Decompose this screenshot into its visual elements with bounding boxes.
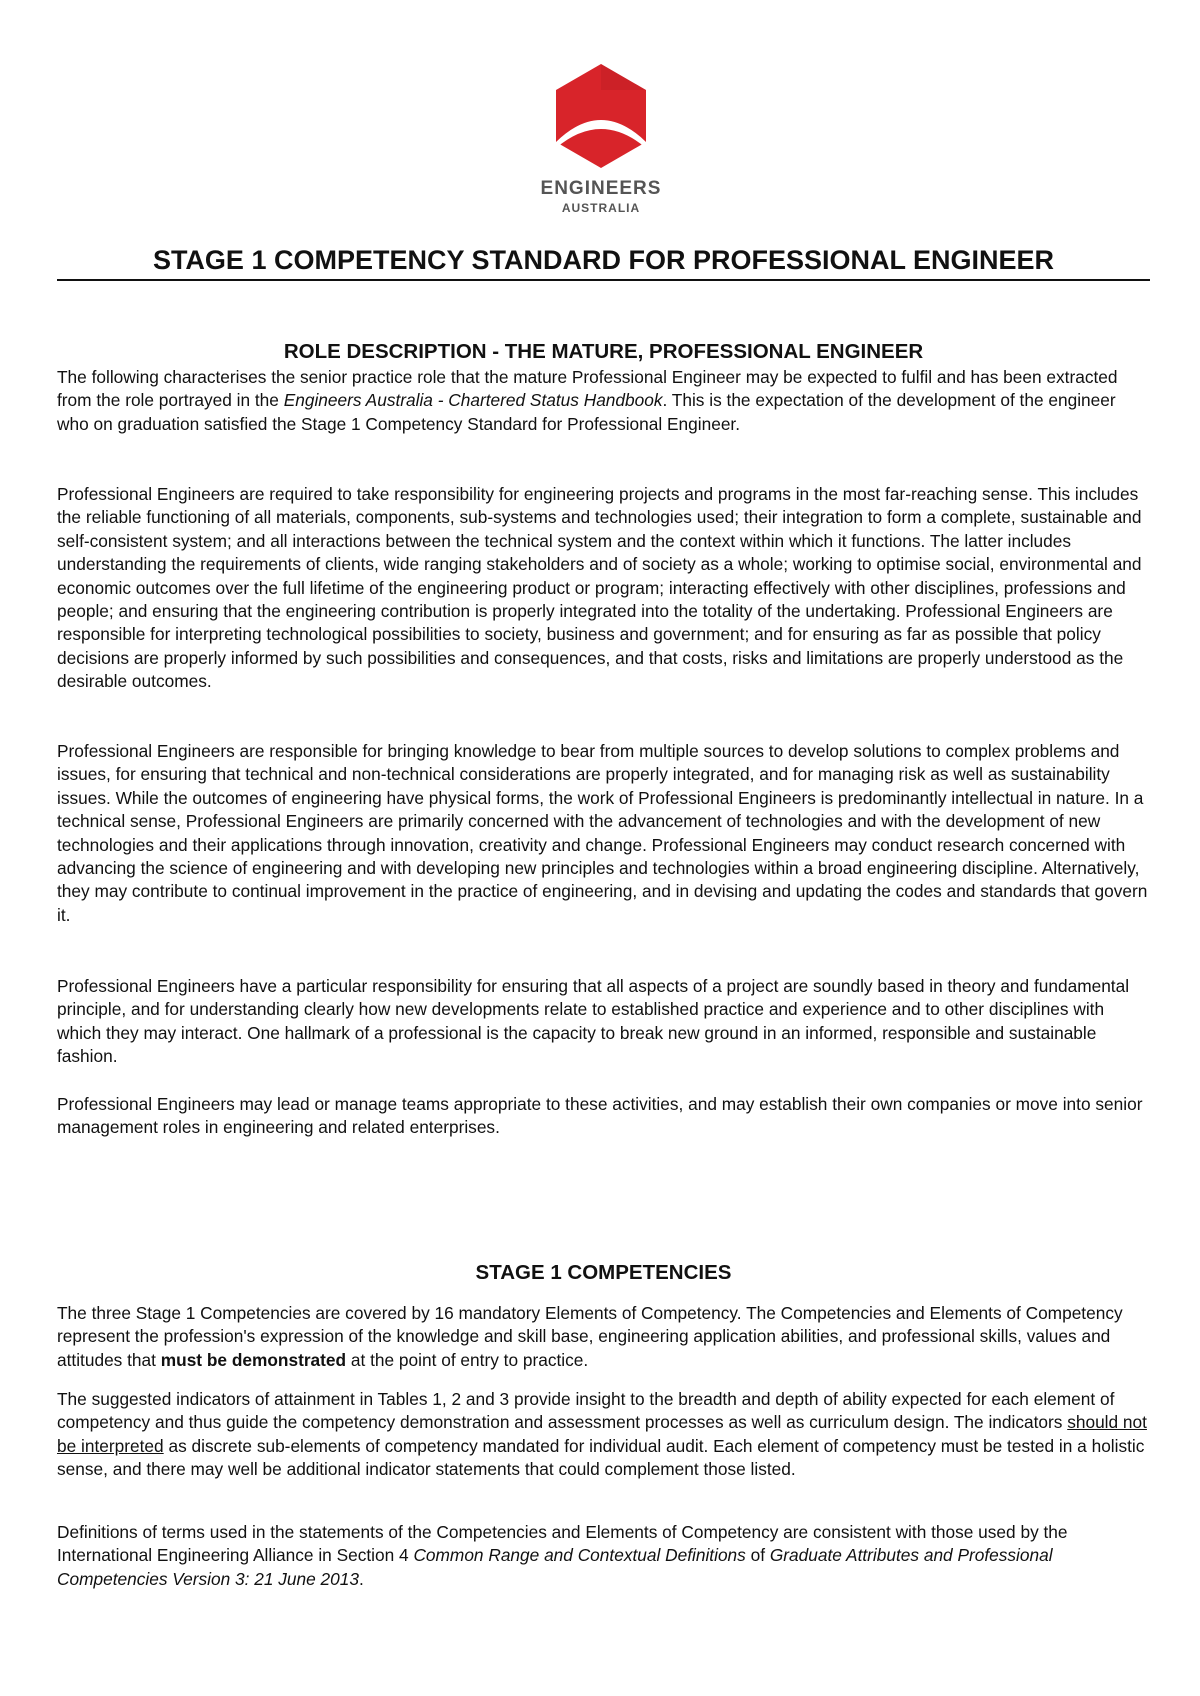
document-title: STAGE 1 COMPETENCY STANDARD FOR PROFESSIONAL ENGINEER (152, 245, 1055, 275)
should-not-be-interpreted-underlined: should not be interpreted (57, 1412, 1147, 1456)
competencies-paragraph-1 (57, 1302, 1150, 1372)
stage1-competencies-heading: STAGE 1 COMPETENCIES (475, 1261, 732, 1284)
role-p1-text-a: The following characterises the senior practice role that the mature Professional Engineer may be expected to fulfil and has been extracted from the role portrayed in the (57, 367, 1118, 411)
comp-p1-text-c: at the point of entry to practice. (346, 1349, 589, 1370)
range-definitions-italic: Common Range and Contextual Definitions (413, 1545, 746, 1566)
role-paragraph-4: Professional Engineers have a particular responsibility for ensuring that all aspects of a project are soundly based in theory and fundamental principle, and for understanding clearly how new developments relate to established practice and experience and to other disciplines with which they may interact. One hallmark of a professional is the capacity to break new ground in an informed, responsible and sustainable fashion. (57, 976, 1130, 1067)
logo-text-engineers: ENGINEERS (540, 178, 662, 199)
competencies-paragraph-2 (57, 1388, 1150, 1482)
comp-p3-text-e: . (358, 1568, 364, 1589)
role-p1-text-c: . This is the expectation of the development of the engineer who on graduation satisfied the Stage 1 Competency Standard for Professional Engineer. (57, 390, 1116, 434)
engineers-australia-logo (538, 62, 664, 215)
role-paragraph-1 (57, 366, 1150, 436)
competencies-paragraph-3 (57, 1521, 1150, 1591)
role-paragraph-3: Professional Engineers are responsible for bringing knowledge to bear from multiple sources to develop solutions to complex problems and issues, for ensuring that technical and non-technical considerations are properly integrated, and for managing risk as well as sustainability issues. While the outcomes of engineering have physical forms, the work of Professional Engineers is predominantly intellectual in nature. In a technical sense, Professional Engineers are primarily concerned with the advancement of technologies and with the development of new technologies and their applications through innovation, creativity and change. Professional Engineers may conduct research concerned with advancing the science of engineering and with developing new principles and technologies within a broad engineering discipline. Alternatively, they may contribute to continual improvement in the practice of engineering, and in devising and updating the codes and standards that govern it. (57, 741, 1148, 925)
must-be-demonstrated-bold: must be demonstrated (160, 1349, 347, 1370)
role-paragraph-2: Professional Engineers are required to take responsibility for engineering projects and programs in the most far-reaching sense. This includes the reliable functioning of all materials, components, sub-systems and technologies used; their integration to form a complete, sustainable and self-consistent system; and all interactions between the technical system and the context within which it functions. The latter includes understanding the requirements of clients, wide ranging stakeholders and of society as a whole; working to optimise social, environmental and economic outcomes over the full lifetime of the engineering product or program; interacting effectively with other disciplines, professions and people; and ensuring that the engineering contribution is properly integrated into the totality of the undertaking. Professional Engineers are responsible for interpreting technological possibilities to society, business and government; and for ensuring as far as possible that policy decisions are properly informed by such possibilities and consequences, and that costs, risks and limitations are properly understood as the desirable outcomes. (57, 484, 1142, 692)
comp-p2-text-c: as discrete sub-elements of competency mandated for individual audit. Each element of competency must be tested in a holistic sense, and there may well be additional indicator statements that could complement those listed. (57, 1435, 1145, 1480)
graduate-attributes-italic: Graduate Attributes and Professional Competencies Version 3: 21 June 2013 (57, 1545, 1053, 1589)
role-paragraph-5: Professional Engineers may lead or manage teams appropriate to these activities, and may establish their own companies or move into senior management roles in engineering and related enterprises. (57, 1094, 1143, 1138)
comp-p2-text-a: The suggested indicators of attainment in Tables 1, 2 and 3 provide insight to the breadth and depth of ability expected for each element of competency and thus guide the competency demonstration and assessment processes as well as curriculum design. The indicators (57, 1389, 1115, 1433)
comp-p3-text-a: Definitions of terms used in the statements of the Competencies and Elements of Competency are consistent with those used by the International Engineering Alliance in Section 4 (57, 1522, 1068, 1566)
role-description-heading: ROLE DESCRIPTION - THE MATURE, PROFESSIONAL ENGINEER (283, 340, 924, 363)
logo-text-australia: AUSTRALIA (561, 201, 641, 215)
hexagon-logo-icon (538, 62, 664, 174)
comp-p1-text-a: The three Stage 1 Competencies are covered by 16 mandatory Elements of Competency. The Competencies and Elements of Competency represent the profession's expression of the knowledge and skill base, engineering application abilities, and professional skills, values and attitudes that (57, 1303, 1123, 1370)
title-underline-rule (57, 279, 1150, 281)
handbook-title-italic: Engineers Australia - Chartered Status Handbook (283, 390, 663, 411)
comp-p3-text-c: of (745, 1545, 770, 1566)
